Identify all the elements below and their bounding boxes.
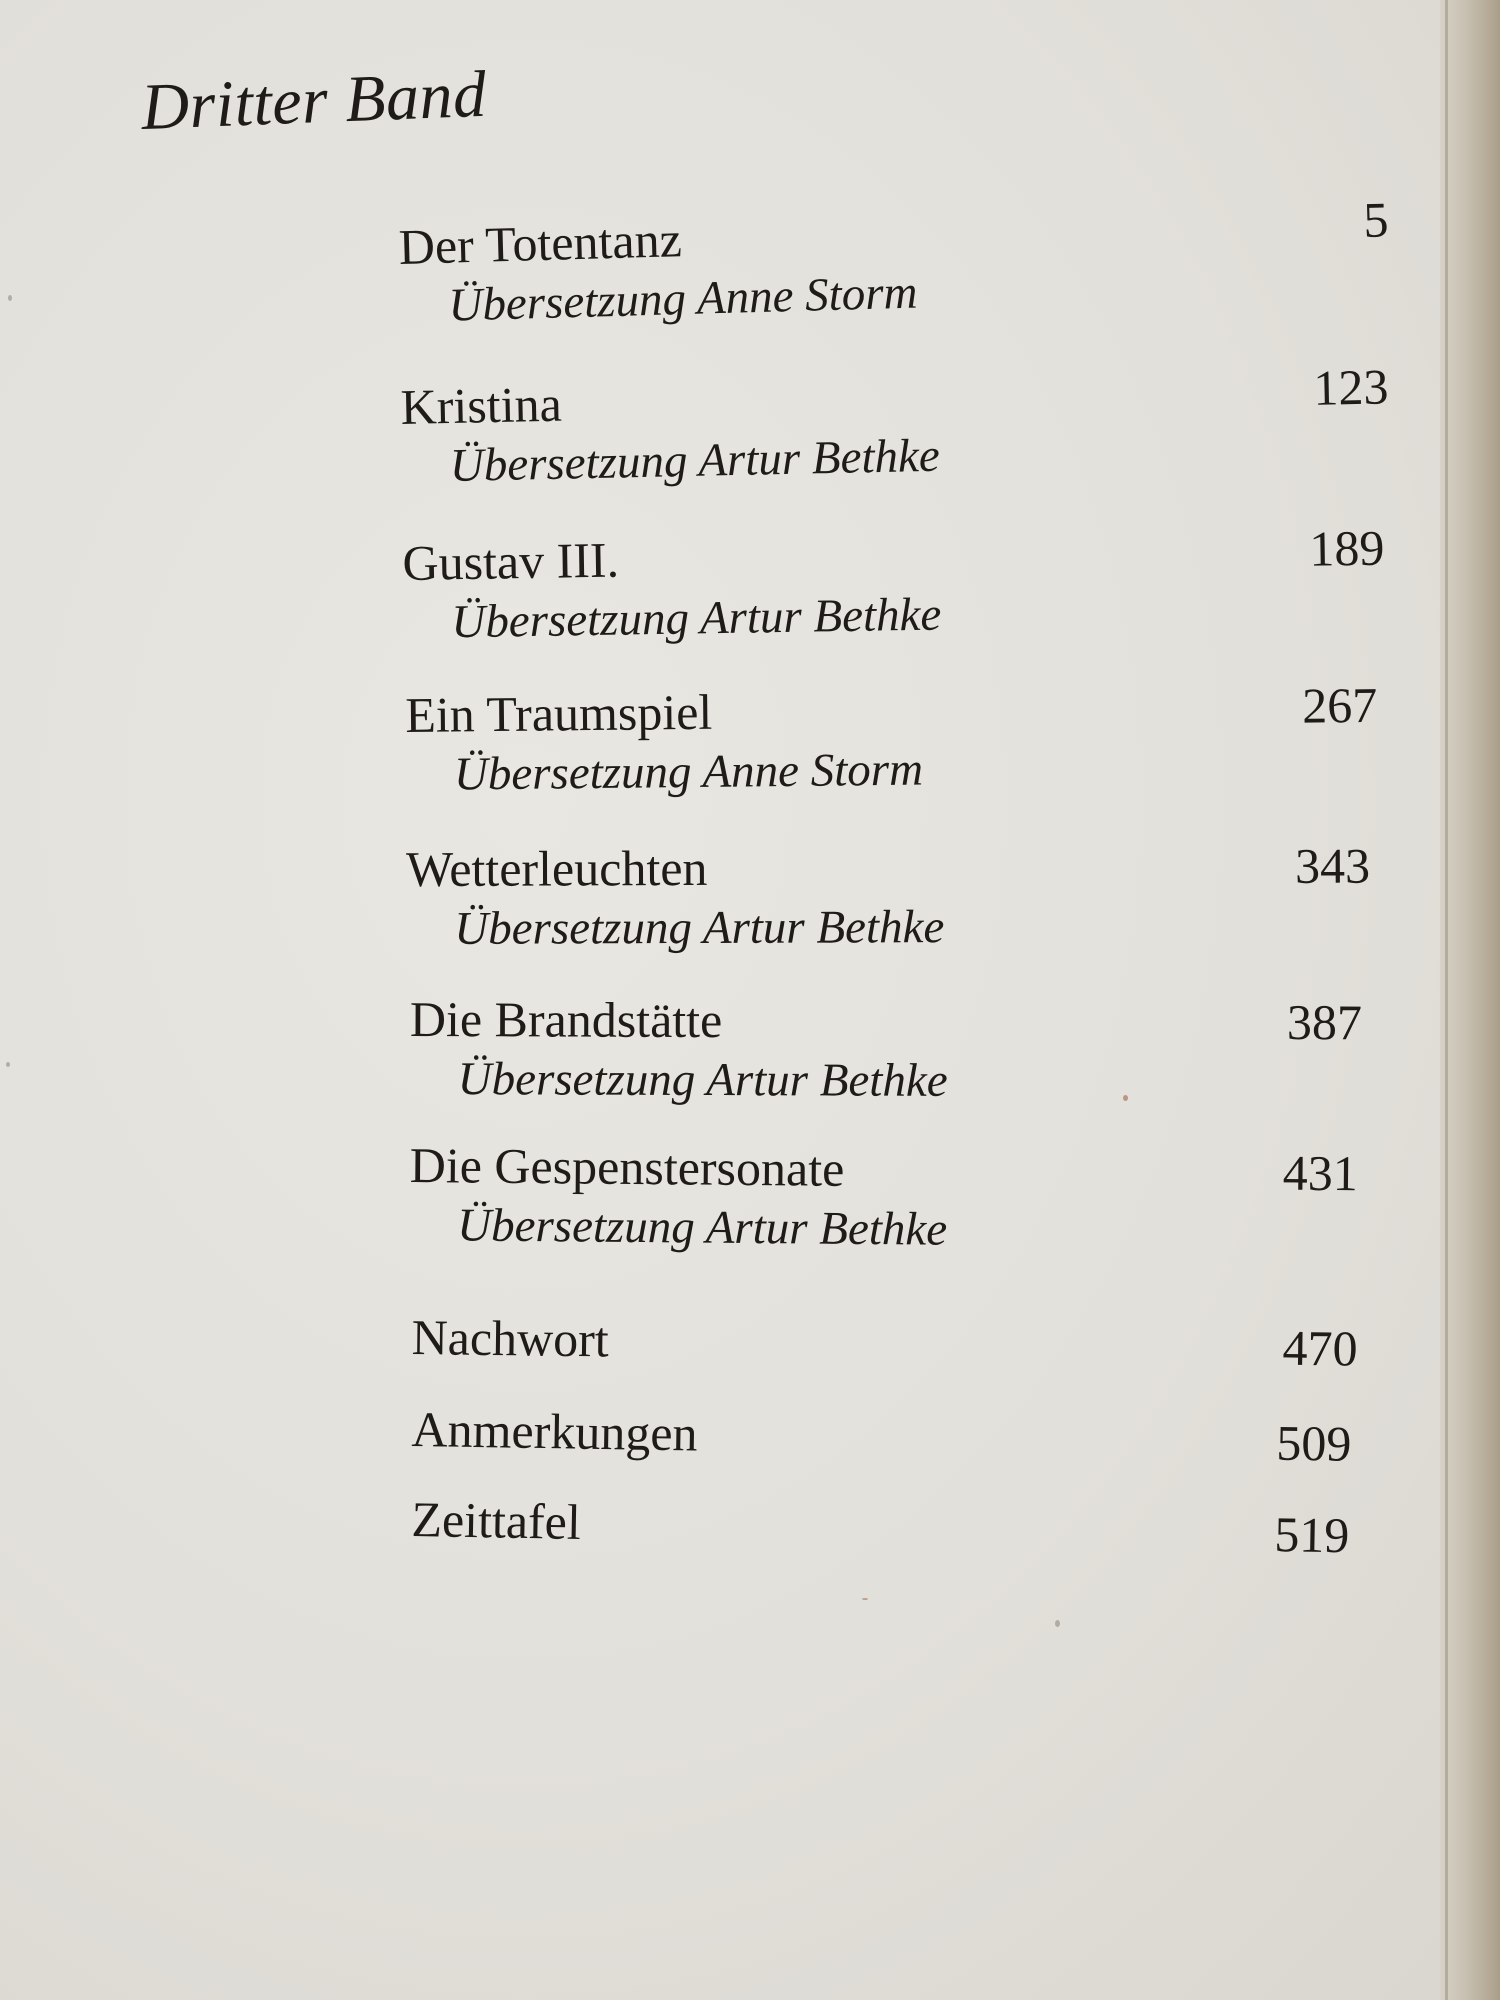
toc-entry	[402, 518, 1402, 649]
entry-title: Kristina	[400, 375, 563, 435]
toc-entry	[411, 1308, 1412, 1377]
volume-heading: Dritter Band	[140, 57, 488, 144]
entry-page-number: 509	[1275, 1414, 1352, 1472]
entry-title: Anmerkungen	[411, 1400, 698, 1462]
paper-speck	[862, 1598, 868, 1600]
paper-speck	[8, 295, 12, 301]
entry-translator: Übersetzung Artur Bethke	[449, 429, 941, 492]
entry-translator: Übersetzung Artur Bethke	[456, 1199, 948, 1256]
entry-page-number: 343	[1294, 837, 1371, 894]
entry-page-number: 5	[1362, 191, 1390, 249]
toc-entry	[398, 190, 1398, 332]
entry-title: Ein Traumspiel	[405, 683, 713, 743]
entry-title: Die Gespenstersonate	[409, 1137, 845, 1197]
toc-entry	[405, 676, 1405, 801]
entry-title: Nachwort	[411, 1308, 610, 1368]
entry-translator: Übersetzung Anne Storm	[453, 743, 924, 801]
entry-page-number: 387	[1286, 994, 1362, 1051]
entry-title: Der Totentanz	[398, 211, 683, 275]
toc-entry	[409, 1136, 1410, 1256]
entry-page-number: 267	[1301, 676, 1378, 734]
toc-entry	[411, 1490, 1412, 1564]
entry-translator: Übersetzung Artur Bethke	[454, 901, 945, 955]
entry-translator: Übersetzung Artur Bethke	[450, 588, 942, 649]
entry-title: Zeittafel	[411, 1490, 582, 1550]
toc-entry	[409, 990, 1410, 1107]
entry-title: Gustav III.	[402, 531, 620, 591]
entry-title: Die Brandstätte	[409, 991, 723, 1049]
toc-entry	[406, 837, 1406, 955]
entry-title: Wetterleuchten	[406, 839, 708, 897]
toc-entry	[400, 357, 1400, 492]
entry-page-number: 470	[1282, 1319, 1358, 1377]
entry-page-number: 189	[1308, 519, 1385, 577]
entry-page-number: 519	[1273, 1506, 1350, 1564]
paper-speck	[1123, 1095, 1128, 1101]
toc-entry	[411, 1400, 1412, 1472]
entry-translator: Übersetzung Anne Storm	[447, 266, 919, 332]
entry-page-number: 431	[1282, 1144, 1358, 1202]
paper-speck	[6, 1062, 10, 1067]
entry-page-number: 123	[1312, 358, 1389, 416]
entry-translator: Übersetzung Artur Bethke	[457, 1053, 948, 1107]
paper-speck	[1055, 1620, 1060, 1627]
